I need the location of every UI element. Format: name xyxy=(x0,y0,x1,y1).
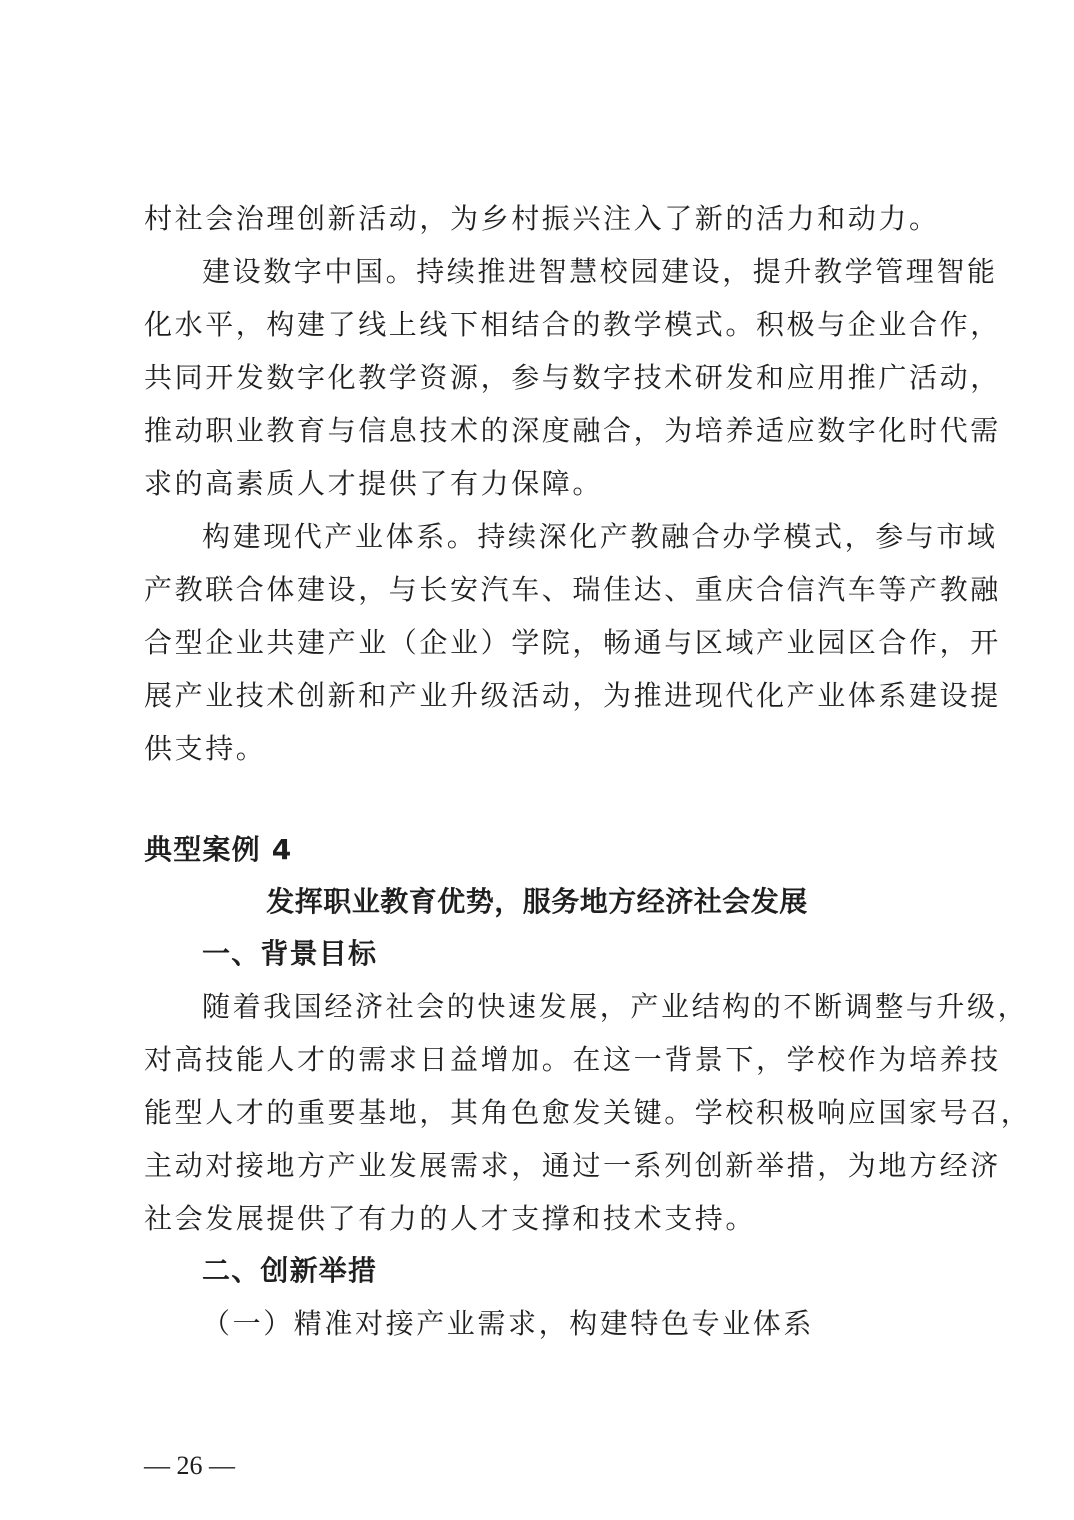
section-heading: 二、创新举措 xyxy=(202,1254,378,1287)
body-text-line: 共同开发数字化教学资源，参与数字技术研发和应用推广活动， xyxy=(144,361,1001,394)
body-text-line: 化水平，构建了线上线下相结合的教学模式。积极与企业合作， xyxy=(144,308,1001,341)
body-text-line: 求的高素质人才提供了有力保障。 xyxy=(144,467,604,500)
body-text-line: 能型人才的重要基地，其角色愈发关键。学校积极响应国家号召， xyxy=(144,1096,1032,1129)
body-text-line: 社会发展提供了有力的人才支撑和技术支持。 xyxy=(144,1202,757,1235)
section-heading: 一、背景目标 xyxy=(202,937,378,970)
subsection-heading: （一）精准对接产业需求，构建特色专业体系 xyxy=(202,1307,815,1340)
page-number: — 26 — xyxy=(144,1451,235,1480)
body-text-line: 展产业技术创新和产业升级活动，为推进现代化产业体系建设提 xyxy=(144,679,1001,712)
body-text-line: 随着我国经济社会的快速发展，产业结构的不断调整与升级， xyxy=(202,990,1029,1023)
body-text-line: 主动对接地方产业发展需求，通过一系列创新举措，为地方经济 xyxy=(144,1149,1001,1182)
body-text-line: 供支持。 xyxy=(144,732,267,765)
body-text-line: 建设数字中国。持续推进智慧校园建设，提升教学管理智能 xyxy=(202,255,998,288)
body-text-line: 对高技能人才的需求日益增加。在这一背景下，学校作为培养技 xyxy=(144,1043,1001,1076)
body-text-line: 产教联合体建设，与长安汽车、瑞佳达、重庆合信汽车等产教融 xyxy=(144,573,1001,606)
body-text-line: 合型企业共建产业（企业）学院，畅通与区域产业园区合作，开 xyxy=(144,626,1001,659)
case-title: 发挥职业教育优势，服务地方经济社会发展 xyxy=(266,885,808,918)
body-text-line: 构建现代产业体系。持续深化产教融合办学模式，参与市域 xyxy=(202,520,998,553)
body-text-line: 推动职业教育与信息技术的深度融合，为培养适应数字化时代需 xyxy=(144,414,1001,447)
case-label: 典型案例 4 xyxy=(144,833,293,866)
body-text-line: 村社会治理创新活动，为乡村振兴注入了新的活力和动力。 xyxy=(144,202,940,235)
